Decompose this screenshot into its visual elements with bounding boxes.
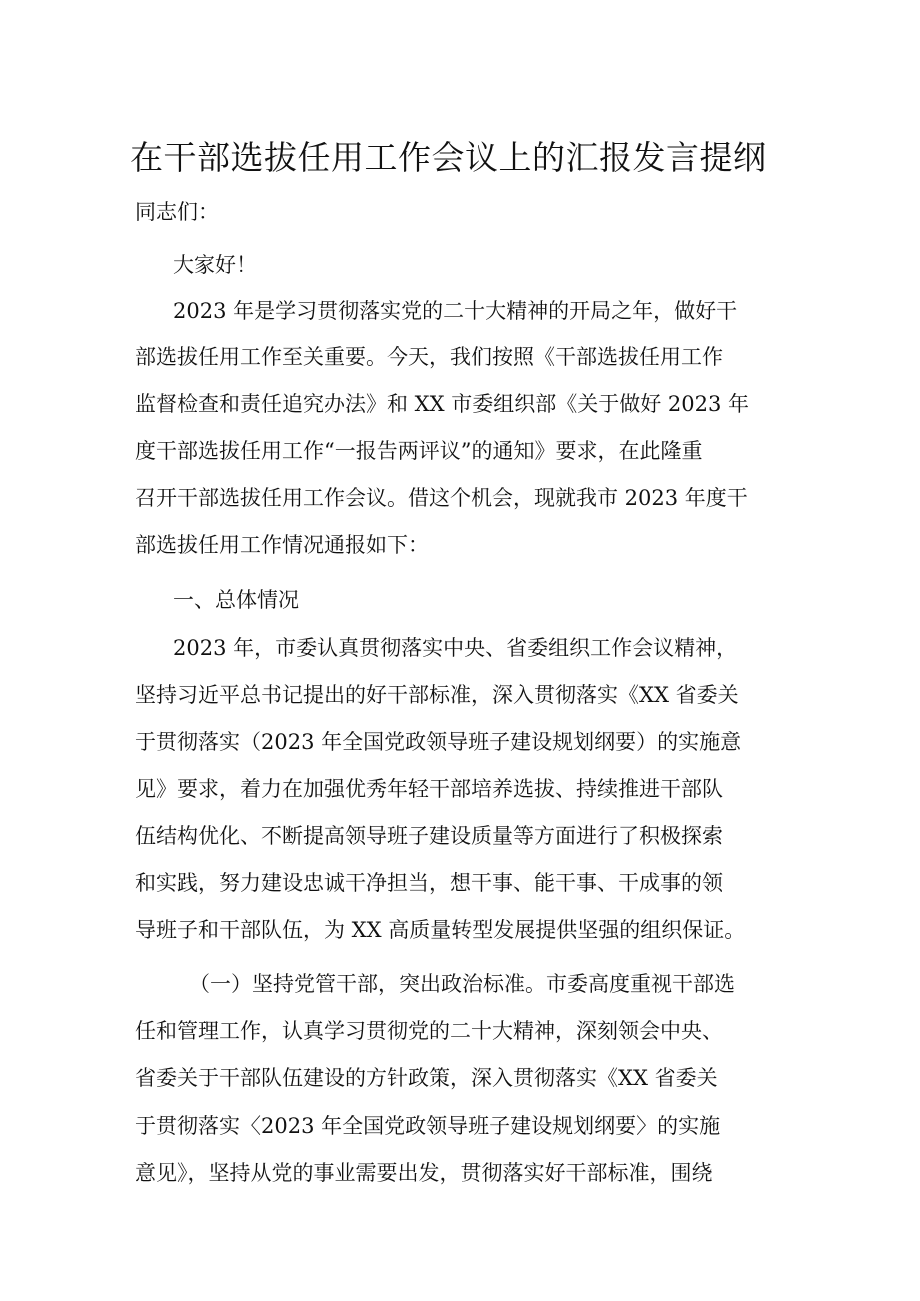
paragraph-line: 2023 年是学习贯彻落实党的二十大精神的开局之年，做好干 <box>173 299 738 323</box>
paragraph-line: 伍结构优化、不断提高领导班子建设质量等方面进行了积极探索 <box>135 824 723 848</box>
paragraph-line: 意见》，坚持从党的事业需要出发，贯彻落实好干部标准，围绕 <box>135 1161 713 1185</box>
paragraph-line: （一）坚持党管干部，突出政治标准。市委高度重视干部选 <box>189 972 735 996</box>
greeting: 大家好！ <box>173 253 257 277</box>
salutation: 同志们： <box>135 200 219 224</box>
paragraph-line: 见》要求，着力在加强优秀年轻干部培养选拔、持续推进干部队 <box>135 777 723 801</box>
document-title: 在干部选拔任用工作会议上的汇报发言提纲 <box>130 138 767 177</box>
paragraph-line: 于贯彻落实〈2023 年全国党政领导班子建设规划纲要〉的实施 <box>135 1114 721 1138</box>
paragraph-line: 部选拔任用工作至关重要。今天，我们按照《干部选拔任用工作 <box>135 345 723 369</box>
paragraph-line: 2023 年，市委认真贯彻落实中央、省委组织工作会议精神， <box>173 636 738 660</box>
paragraph-line: 省委关于干部队伍建设的方针政策，深入贯彻落实《XX 省委关 <box>135 1066 718 1090</box>
paragraph-line: 度干部选拔任用工作“一报告两评议”的通知》要求，在此隆重 <box>135 439 703 463</box>
paragraph-line: 于贯彻落实（2023 年全国党政领导班子建设规划纲要）的实施意 <box>135 730 742 754</box>
paragraph-line: 监督检查和责任追究办法》和 XX 市委组织部《关于做好 2023 年 <box>135 392 750 416</box>
section-heading: 一、总体情况 <box>173 588 299 612</box>
paragraph-line: 和实践，努力建设忠诚干净担当，想干事、能干事、干成事的领 <box>135 871 723 895</box>
paragraph-line: 部选拔任用工作情况通报如下： <box>135 533 429 557</box>
paragraph-line: 召开干部选拔任用工作会议。借这个机会，现就我市 2023 年度干 <box>135 486 748 510</box>
paragraph-line: 导班子和干部队伍，为 XX 高质量转型发展提供坚强的组织保证。 <box>135 918 746 942</box>
paragraph-line: 坚持习近平总书记提出的好干部标准，深入贯彻落实《XX 省委关 <box>135 683 739 707</box>
paragraph-line: 任和管理工作，认真学习贯彻党的二十大精神，深刻领会中央、 <box>135 1019 723 1043</box>
